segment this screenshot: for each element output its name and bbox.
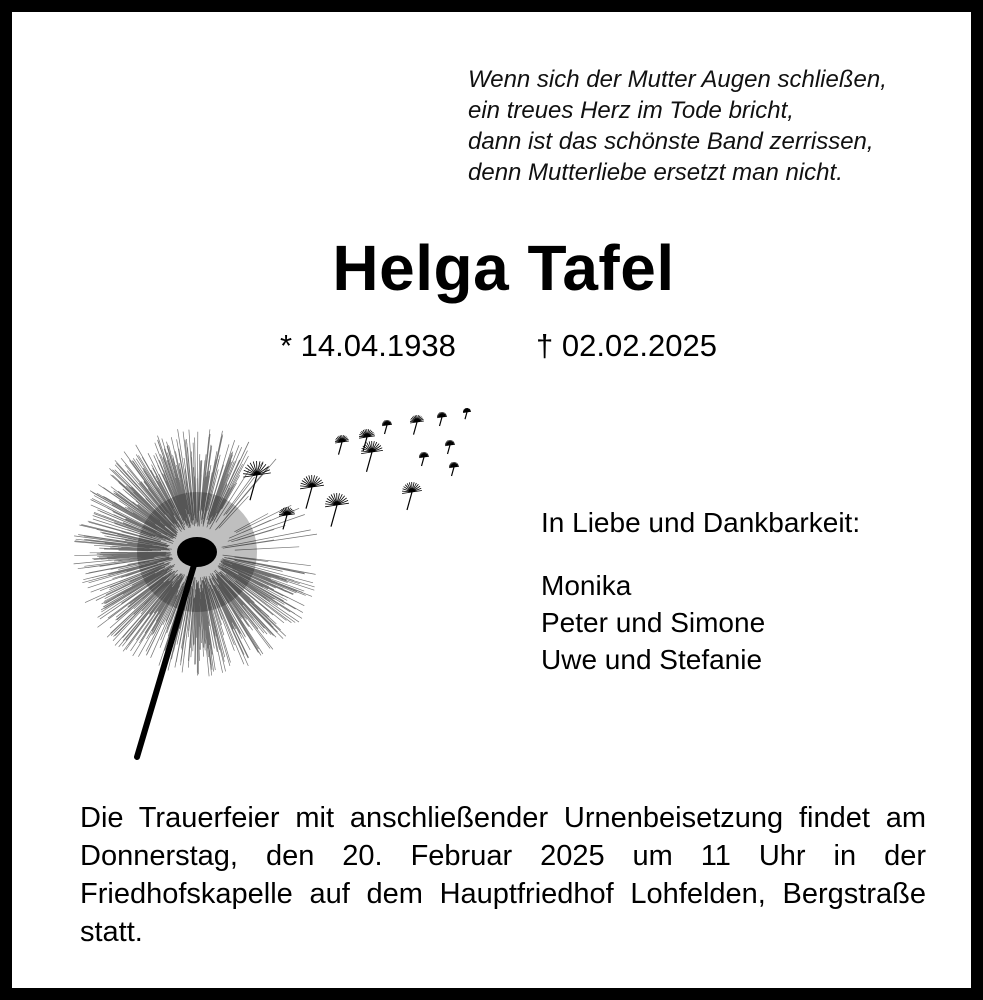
seed — [382, 420, 392, 434]
mourners-list — [541, 567, 765, 678]
seed — [463, 408, 471, 419]
poem-line: denn Mutterliebe ersetzt man nicht. — [468, 159, 843, 186]
seed — [335, 435, 349, 455]
seed — [445, 440, 455, 454]
birth-date: * 14.04.1938 — [280, 328, 456, 363]
mourners-heading: In Liebe und Dankbarkeit: — [541, 507, 861, 538]
seed — [402, 482, 422, 510]
funeral-notice: Die Trauerfeier mit anschließender Urnenbeisetzung findet am Donnerstag, den 20. Februar 2025 um 11 Uhr in der Friedhofskapelle auf dem Hauptfriedhof Lohfelden, Bergstraße statt. — [80, 802, 926, 948]
poem — [468, 64, 968, 188]
mourner-name: Monika — [541, 570, 632, 601]
death-date: † 02.02.2025 — [536, 328, 718, 363]
deceased-name: Helga Tafel — [332, 232, 675, 304]
seed — [437, 412, 447, 426]
poem-line: ein treues Herz im Tode bricht, — [468, 97, 794, 124]
flying-seeds — [243, 408, 471, 529]
seed — [419, 452, 429, 466]
seed — [325, 493, 349, 527]
seed — [449, 462, 459, 476]
poem-line: Wenn sich der Mutter Augen schließen, — [468, 66, 887, 93]
poem-line: dann ist das schönste Band zerrissen, — [468, 128, 874, 155]
mourner-name: Peter und Simone — [541, 607, 766, 638]
dandelion-icon — [72, 397, 492, 767]
seed — [410, 415, 424, 435]
mourner-name: Uwe und Stefanie — [541, 644, 763, 675]
seed — [300, 475, 324, 509]
dandelion-receptacle — [177, 537, 217, 567]
